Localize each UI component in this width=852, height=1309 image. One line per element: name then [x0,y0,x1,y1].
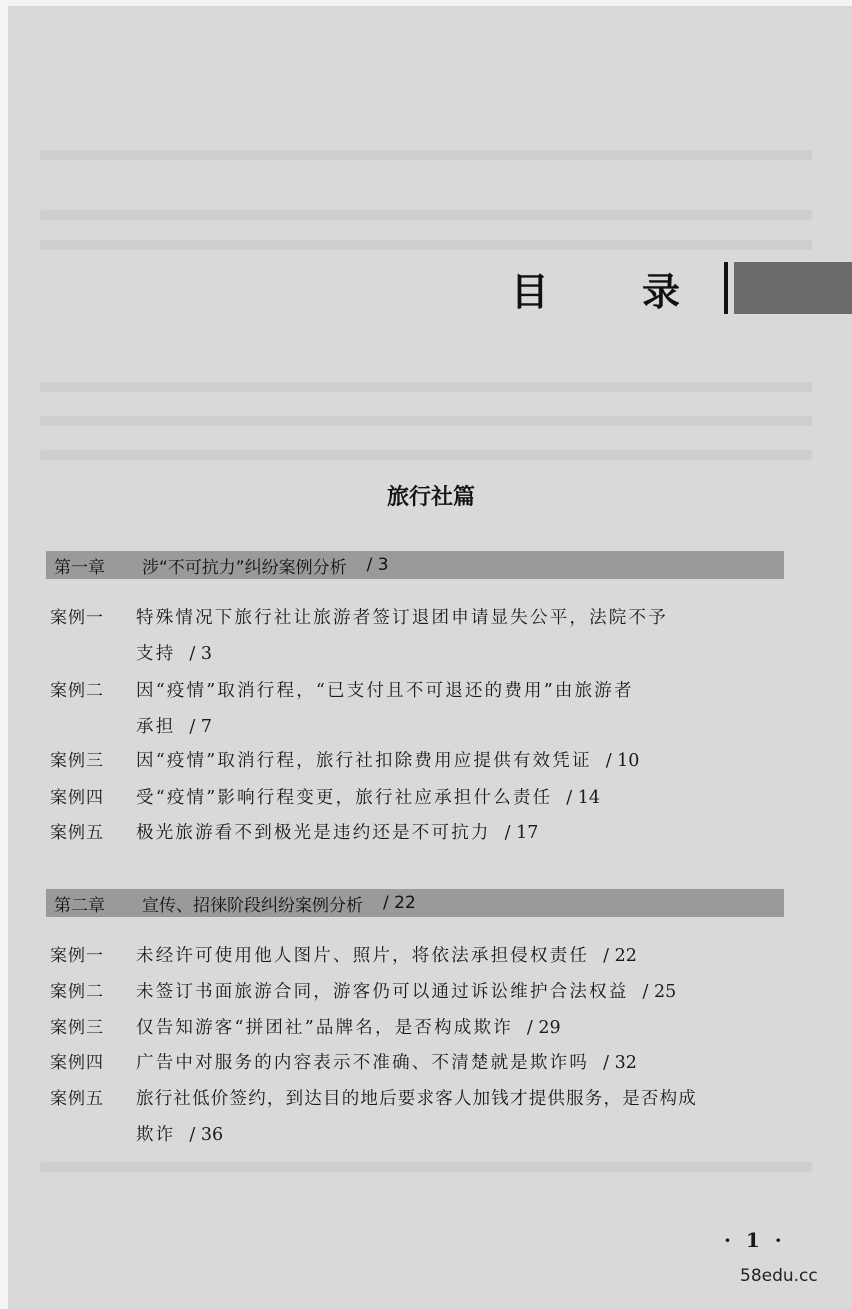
paper-edge [0,0,852,6]
show-through-line [40,240,812,250]
show-through-line [40,210,812,220]
toc-entry[interactable] [50,600,790,672]
case-label: 案例三 [50,1018,104,1038]
case-title: 受“疫情”影响行程变更，旅行社应承担什么责任 / 14 [136,788,601,808]
case-page-ref: / 36 [189,1125,224,1145]
case-title: 广告中对服务的内容表示不准确、不清楚就是欺诈吗 / 32 [136,1053,637,1073]
show-through-line [40,150,812,160]
case-page-ref: / 22 [603,946,637,966]
case-page-ref: / 3 [189,644,212,664]
toc-entry[interactable] [50,938,790,974]
paper-edge [0,0,8,1309]
case-label: 案例一 [50,608,104,628]
case-label: 案例二 [50,982,104,1002]
show-through-line [40,416,812,426]
case-label: 案例五 [50,823,104,843]
watermark: 58edu.cc [740,1266,818,1286]
case-page-ref: / 25 [642,982,677,1002]
case-title: 特殊情况下旅行社让旅游者签订退团申请显失公平，法院不予 支持 / 3 [136,608,668,664]
case-page-ref: / 17 [504,823,539,843]
case-title: 因“疫情”取消行程，“已支付且不可退还的费用”由旅游者 承担 / 7 [136,681,634,737]
case-page-ref: / 29 [526,1018,561,1038]
case-page-ref: / 14 [566,788,601,808]
chapter-heading[interactable] [46,551,784,579]
chapter-page-ref: / 22 [383,893,416,913]
heading-tab-block [734,262,852,314]
toc-entry[interactable] [50,743,790,779]
show-through-line [40,382,812,392]
toc-entry[interactable] [50,673,790,745]
case-label: 案例五 [50,1089,104,1109]
toc-entry[interactable] [50,1045,790,1081]
chapter-title: 宣传、招徕阶段纠纷案例分析 [142,895,363,916]
case-label: 案例二 [50,681,104,701]
case-label: 案例三 [50,751,104,771]
case-label: 案例一 [50,946,104,966]
chapter-label: 第二章 [54,895,105,916]
case-title: 因“疫情”取消行程，旅行社扣除费用应提供有效凭证 / 10 [136,751,640,771]
show-through-line [40,450,812,460]
case-title: 未签订书面旅游合同，游客仍可以通过诉讼维护合法权益 / 25 [136,982,677,1002]
chapter-label: 第一章 [54,557,105,578]
toc-entry[interactable] [50,1010,790,1046]
case-page-ref: / 7 [189,717,212,737]
heading-divider [724,262,728,314]
chapter-title: 涉“不可抗力”纠纷案例分析 [142,557,347,578]
case-label: 案例四 [50,1053,104,1073]
case-label: 案例四 [50,788,104,808]
chapter-page-ref: / 3 [366,555,389,575]
case-page-ref: / 32 [603,1053,637,1073]
toc-entry[interactable] [50,815,790,851]
case-title: 旅行社低价签约，到达目的地后要求客人加钱才提供服务，是否构成 欺诈 / 36 [136,1089,697,1145]
case-title: 仅告知游客“拼团社”品牌名，是否构成欺诈 / 29 [136,1018,561,1038]
toc-entry[interactable] [50,1081,790,1153]
section-title: 旅行社篇 [386,485,475,510]
page-number: · 1 · [724,1228,786,1252]
case-title: 未经许可使用他人图片、照片，将依法承担侵权责任 / 22 [136,946,637,966]
show-through-line [40,1162,812,1172]
case-page-ref: / 10 [605,751,640,771]
toc-heading-title: 目 录 [510,269,720,314]
toc-heading [511,262,852,314]
toc-entry[interactable] [50,780,790,816]
case-title: 极光旅游看不到极光是违约还是不可抗力 / 17 [136,823,539,843]
chapter-heading[interactable] [46,889,784,917]
toc-entry[interactable] [50,974,790,1010]
